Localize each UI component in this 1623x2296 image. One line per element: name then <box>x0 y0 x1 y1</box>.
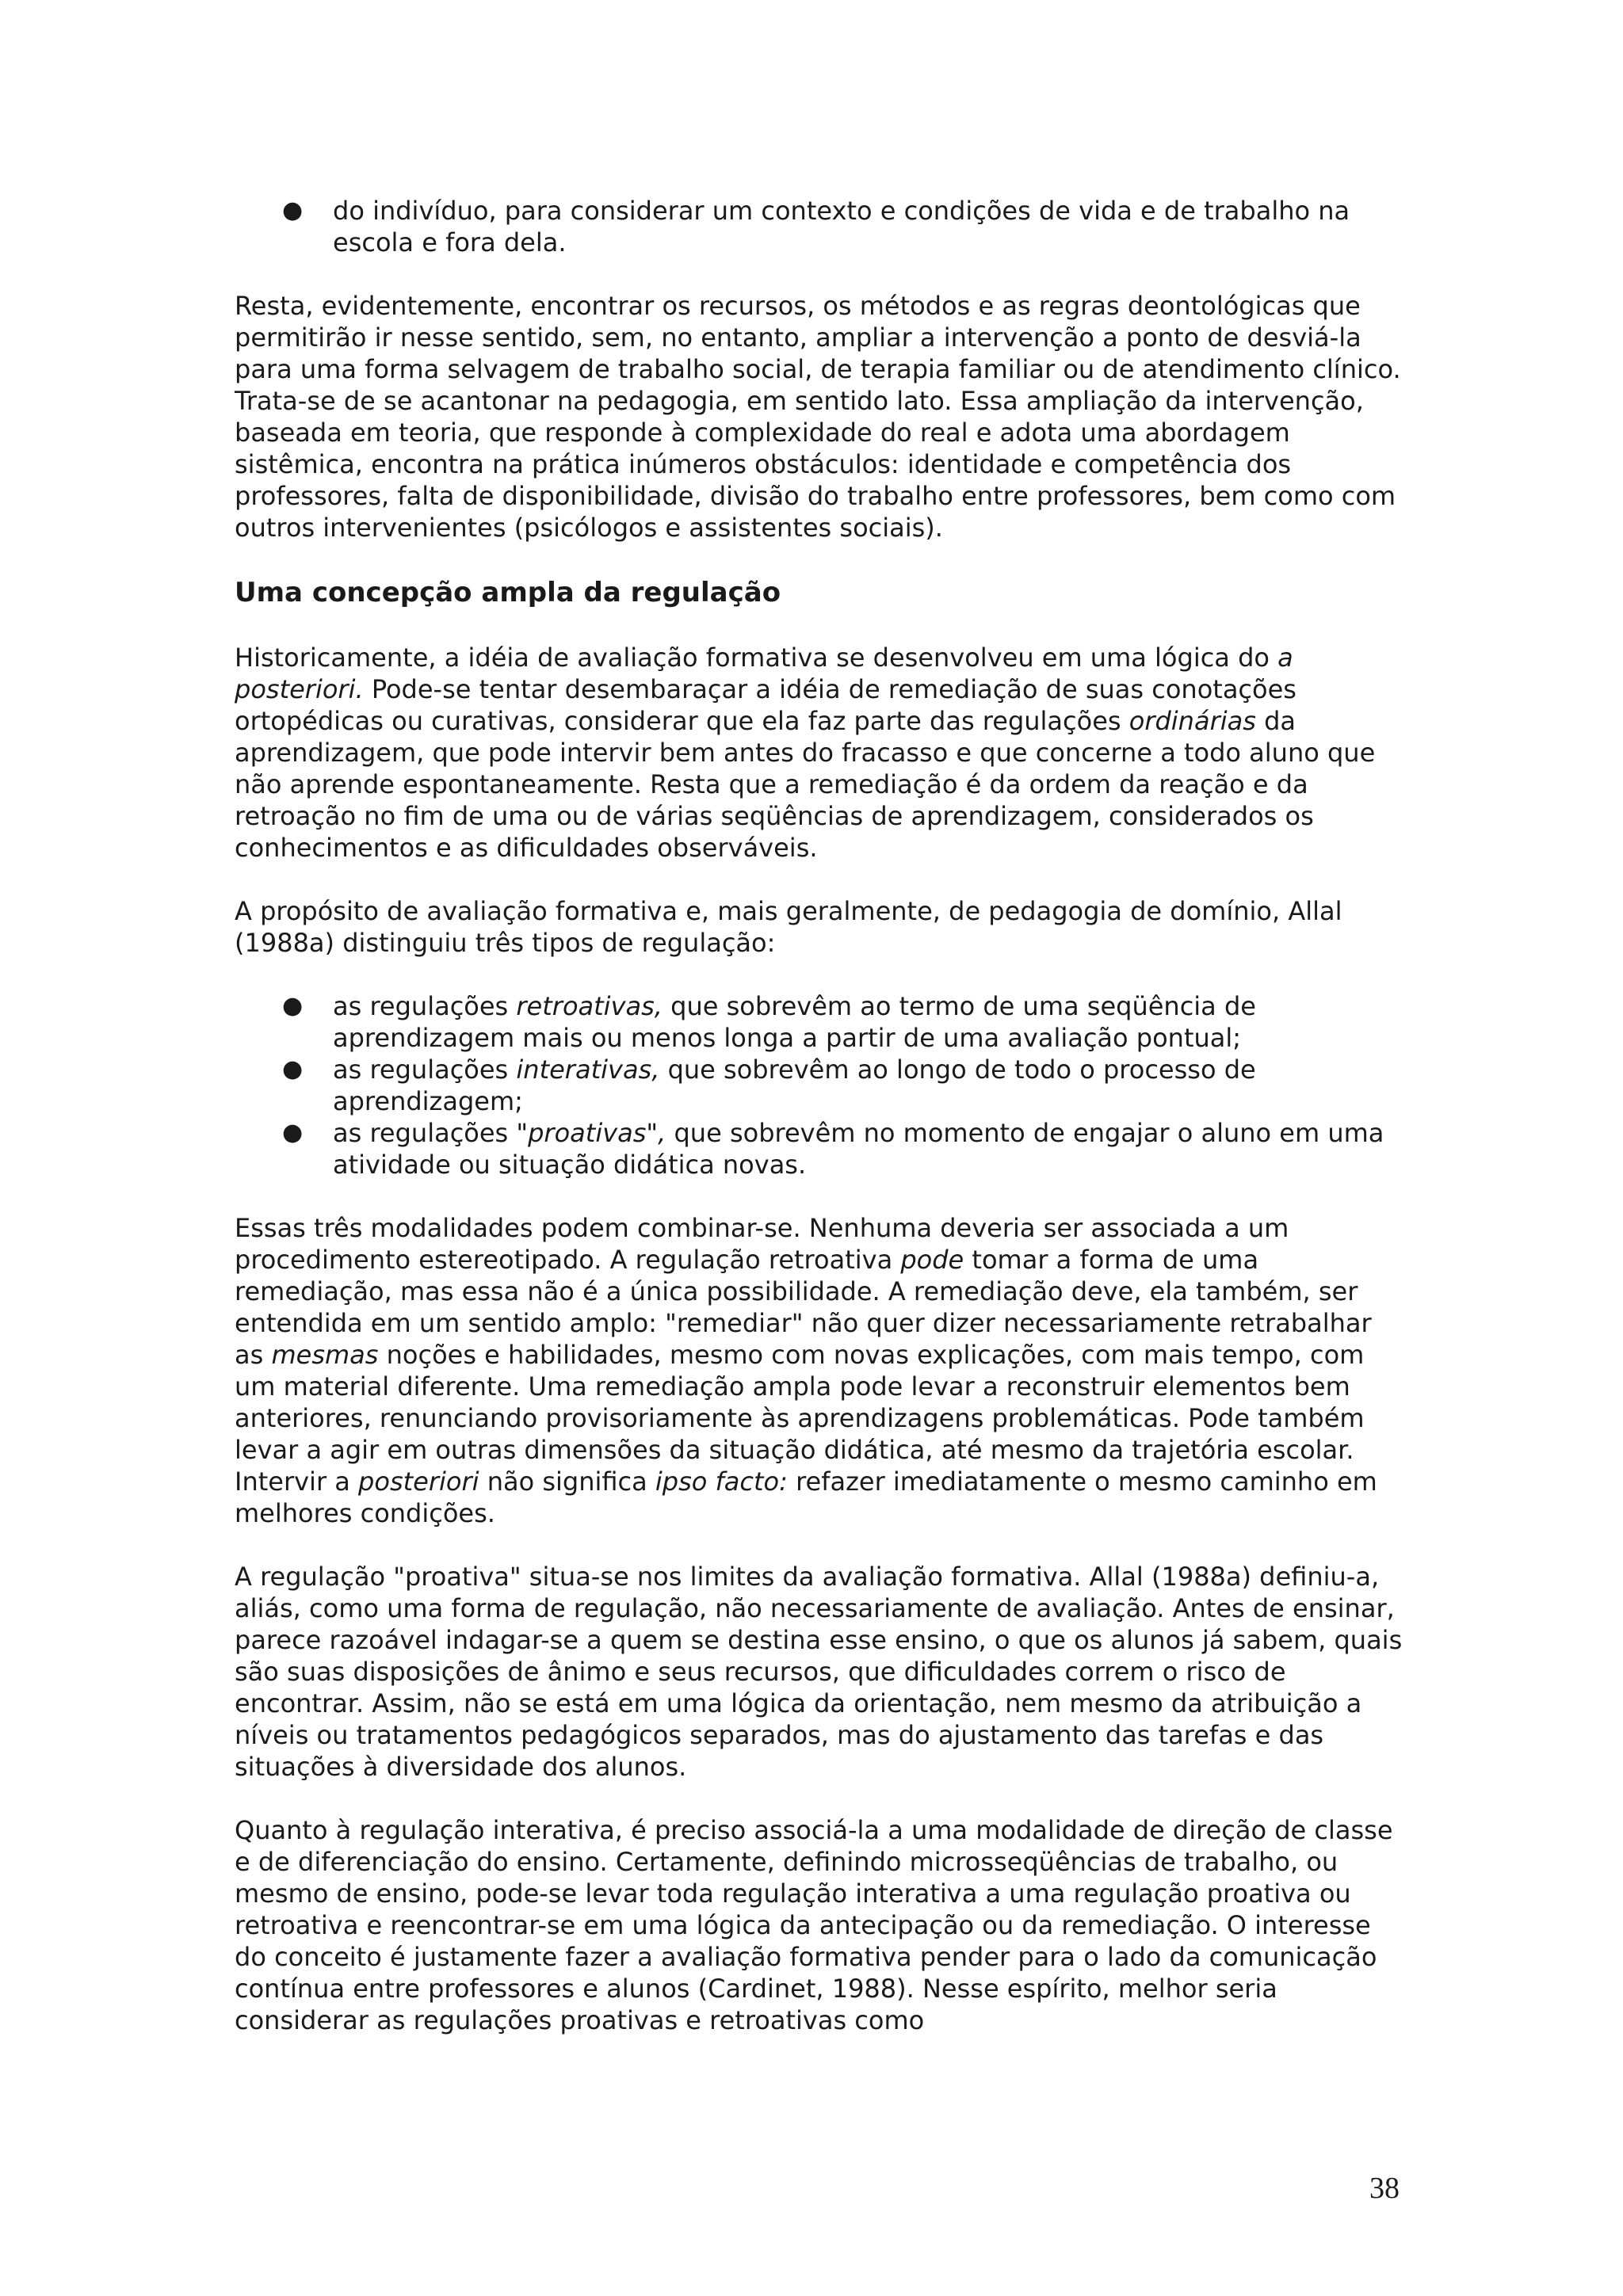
emphasis-text: ipso facto: <box>655 1466 788 1497</box>
page-number: 38 <box>1369 2172 1400 2205</box>
list-item-text: do indivíduo, para considerar um contexto e condições de vida e de trabalho na escola e fora dela. <box>333 196 1350 257</box>
text-run: tomar a forma de uma remediação, mas essa não é a única possibilidade. A remediação deve, ela também, ser entendida em um sentido amplo: "remediar" não quer dizer necessariamente retrabalhar as <box>235 1245 1372 1370</box>
document-page <box>235 195 1407 2036</box>
text-run: refazer imediatamente o mesmo caminho em melhores condições. <box>235 1466 1377 1528</box>
text-run: Pode-se tentar desembaraçar a idéia de remediação de suas conotações ortopédicas ou curativas, considerar que ela faz parte das regulações <box>235 674 1296 736</box>
emphasis-text: interativas, <box>516 1055 660 1085</box>
emphasis-text: "proativas", <box>516 1118 666 1148</box>
body-paragraph <box>235 642 1407 864</box>
text-run: da aprendizagem, que pode intervir bem antes do fracasso e que concerne a todo aluno que não aprende espontaneamente. Resta que a remediação é da ordem da reação e da retroação no fim de uma ou de várias seqüências de aprendizagem, considerados os conhecimentos e as dificuldades observáveis. <box>235 706 1376 863</box>
emphasis-text: mesmas <box>271 1340 379 1370</box>
bullet-icon: ● <box>282 1055 304 1083</box>
text-run: Essas três modalidades podem combinar-se. Nenhuma deveria ser associada a um procedimento estereotipado. A regulação retroativa <box>235 1213 1289 1275</box>
text-run: que sobrevêm ao longo de todo o processo de aprendizagem; <box>333 1055 1256 1116</box>
text-run: as regulações <box>333 1118 517 1148</box>
text-run: noções e habilidades, mesmo com novas explicações, com mais tempo, com um material diferente. Uma remediação ampla pode levar a reconstruir elementos bem anteriores, renunciando provisoriamente às aprendizagens problemáticas. Pode também levar a agir em outras dimensões da situação didática, até mesmo da trajetória escolar. Intervir a <box>235 1340 1365 1497</box>
text-run: as regulações <box>333 991 517 1021</box>
list-item <box>235 1117 1407 1180</box>
bullet-icon: ● <box>282 196 304 224</box>
body-paragraph: A regulação "proativa" situa-se nos limites da avaliação formativa. Allal (1988a) definiu-a, aliás, como uma forma de regulação, não necessariamente de avaliação. Antes de ensinar, parece razoável indagar-se a quem se destina esse ensino, o que os alunos já sabem, quais são suas disposições de ânimo e seus recursos, que dificuldades correm o risco de encontrar. Assim, não se está em uma lógica da orientação, nem mesmo da atribuição a níveis ou tratamentos pedagógicos separados, mas do ajustamento das tarefas e das situações à diversidade dos alunos. <box>235 1562 1403 1782</box>
body-paragraph: Resta, evidentemente, encontrar os recursos, os métodos e as regras deontológicas que permitirão ir nesse sentido, sem, no entanto, ampliar a intervenção a ponto de desviá-la para uma forma selvagem de trabalho social, de terapia familiar ou de atendimento clínico. Trata-se de se acantonar na pedagogia, em sentido lato. Essa ampliação da intervenção, baseada em teoria, que responde à complexidade do real e adota uma abordagem sistêmica, encontra na prática inúmeros obstáculos: identidade e competência dos professores, falta de disponibilidade, divisão do trabalho entre professores, bem como com outros intervenientes (psicólogos e assistentes sociais). <box>235 291 1401 543</box>
emphasis-text: retroativas, <box>516 991 663 1021</box>
body-paragraph <box>235 1212 1407 1529</box>
list-item <box>235 990 1407 1054</box>
text-run: as regulações <box>333 1055 517 1085</box>
text-run: que sobrevêm ao termo de uma seqüência de aprendizagem mais ou menos longa a partir de uma avaliação pontual; <box>333 991 1256 1053</box>
emphasis-text: ordinárias <box>1128 706 1256 736</box>
emphasis-text: a posteriori. <box>235 643 1293 704</box>
regulation-types-list <box>235 990 1407 1180</box>
emphasis-text: posteriori <box>358 1466 479 1497</box>
emphasis-text: pode <box>900 1245 964 1275</box>
list-item <box>235 1054 1407 1117</box>
list-item <box>235 195 1407 258</box>
text-run: não significa <box>479 1466 655 1497</box>
section-heading: Uma concepção ampla da regulação <box>235 577 781 608</box>
text-run: que sobrevêm no momento de engajar o aluno em uma atividade ou situação didática novas. <box>333 1118 1384 1180</box>
bullet-icon: ● <box>282 992 304 1020</box>
body-paragraph: A propósito de avaliação formativa e, mais geralmente, de pedagogia de domínio, Allal (1988a) distinguiu três tipos de regulação: <box>235 896 1342 958</box>
continuation-bullet-list <box>235 195 1407 258</box>
body-paragraph: Quanto à regulação interativa, é preciso associá-la a uma modalidade de direção de classe e de diferenciação do ensino. Certamente, definindo microsseqüências de trabalho, ou mesmo de ensino, pode-se levar toda regulação interativa a uma regulação proativa ou retroativa e reencontrar-se em uma lógica da antecipação ou da remediação. O interesse do conceito é justamente fazer a avaliação formativa pender para o lado da comunicação contínua entre professores e alunos (Cardinet, 1988). Nesse espírito, melhor seria considerar as regulações proativas e retroativas como <box>235 1815 1393 2035</box>
bullet-icon: ● <box>282 1119 304 1146</box>
text-run: Historicamente, a idéia de avaliação formativa se desenvolveu em uma lógica do <box>235 643 1278 673</box>
